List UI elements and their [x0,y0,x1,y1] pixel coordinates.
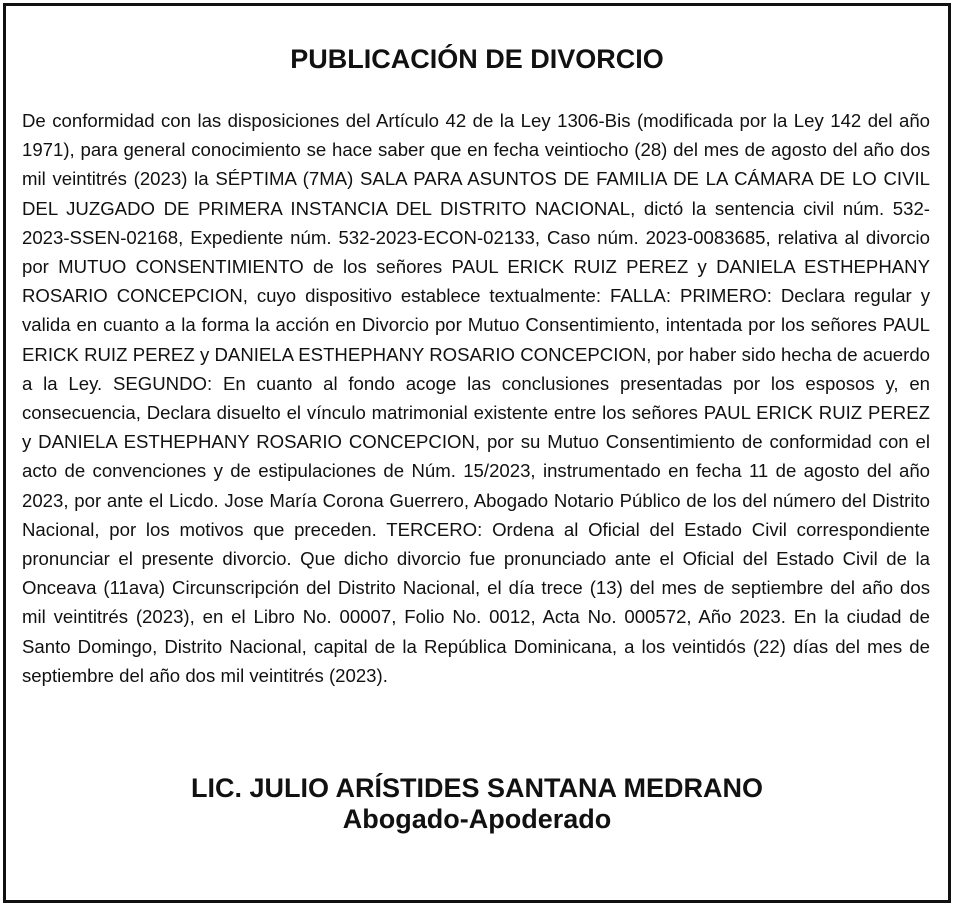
notice-body-text: De conformidad con las disposiciones del Artículo 42 de la Ley 1306-Bis (modificada por la Ley 142 del año 1971), para general conocimiento se hace saber que en fecha veintiocho (28) del mes de agosto del año dos mil veintitrés (2023) la SÉPTIMA (7MA) SALA PARA ASUNTOS DE FAMILIA DE LA CÁMARA DE LO CIVIL DEL JUZGADO DE PRIMERA INSTANCIA DEL DISTRITO NACIONAL, dictó la sentencia civil núm. 532-2023-SSEN-02168, Expediente núm. 532-2023-ECON-02133, Caso núm. 2023-0083685, relativa al divorcio por MUTUO CONSENTIMIENTO de los señores PAUL ERICK RUIZ PEREZ y DANIELA ESTHEPHANY ROSARIO CONCEPCION, cuyo dispositivo establece textualmente: FALLA: PRIMERO: Declara regular y valida en cuanto a la forma la acción en Divorcio por Mutuo Consentimiento, intentada por los señores PAUL ERICK RUIZ PEREZ y DANIELA ESTHEPHANY ROSARIO CONCEPCION, por haber sido hecha de acuerdo a la Ley. SEGUNDO: En cuanto al fondo acoge las conclusiones presentadas por los esposos y, en consecuencia, Declara disuelto el vínculo matrimonial existente entre los señores PAUL ERICK RUIZ PEREZ y DANIELA ESTHEPHANY ROSARIO CONCEPCION, por su Mutuo Consentimiento de conformidad con el acto de convenciones y de estipulaciones de Núm. 15/2023, instrumentado en fecha 11 de agosto del año 2023, por ante el Licdo. Jose María Corona Guerrero, Abogado Notario Público de los del número del Distrito Nacional, por los motivos que preceden. TERCERO: Ordena al Oficial del Estado Civil correspondiente pronunciar el presente divorcio. Que dicho divorcio fue pronunciado ante el Oficial del Estado Civil de la Onceava (11ava) Circunscripción del Distrito Nacional, el día trece (13) del mes de septiembre del año dos mil veintitrés (2023), en el Libro No. 00007, Folio No. 0012, Acta No. 000572, Año 2023. En la ciudad de Santo Domingo, Distrito Nacional, capital de la República Dominicana, a los veintidós (22) días del mes de septiembre del año dos mil veintitrés (2023). [22,110,930,686]
notice-title: PUBLICACIÓN DE DIVORCIO [290,44,664,74]
signature-name: LIC. JULIO ARÍSTIDES SANTANA MEDRANO [190,773,763,803]
notice-frame [3,3,951,903]
signature-role: Abogado-Apoderado [342,804,612,834]
signature-block [6,772,948,834]
